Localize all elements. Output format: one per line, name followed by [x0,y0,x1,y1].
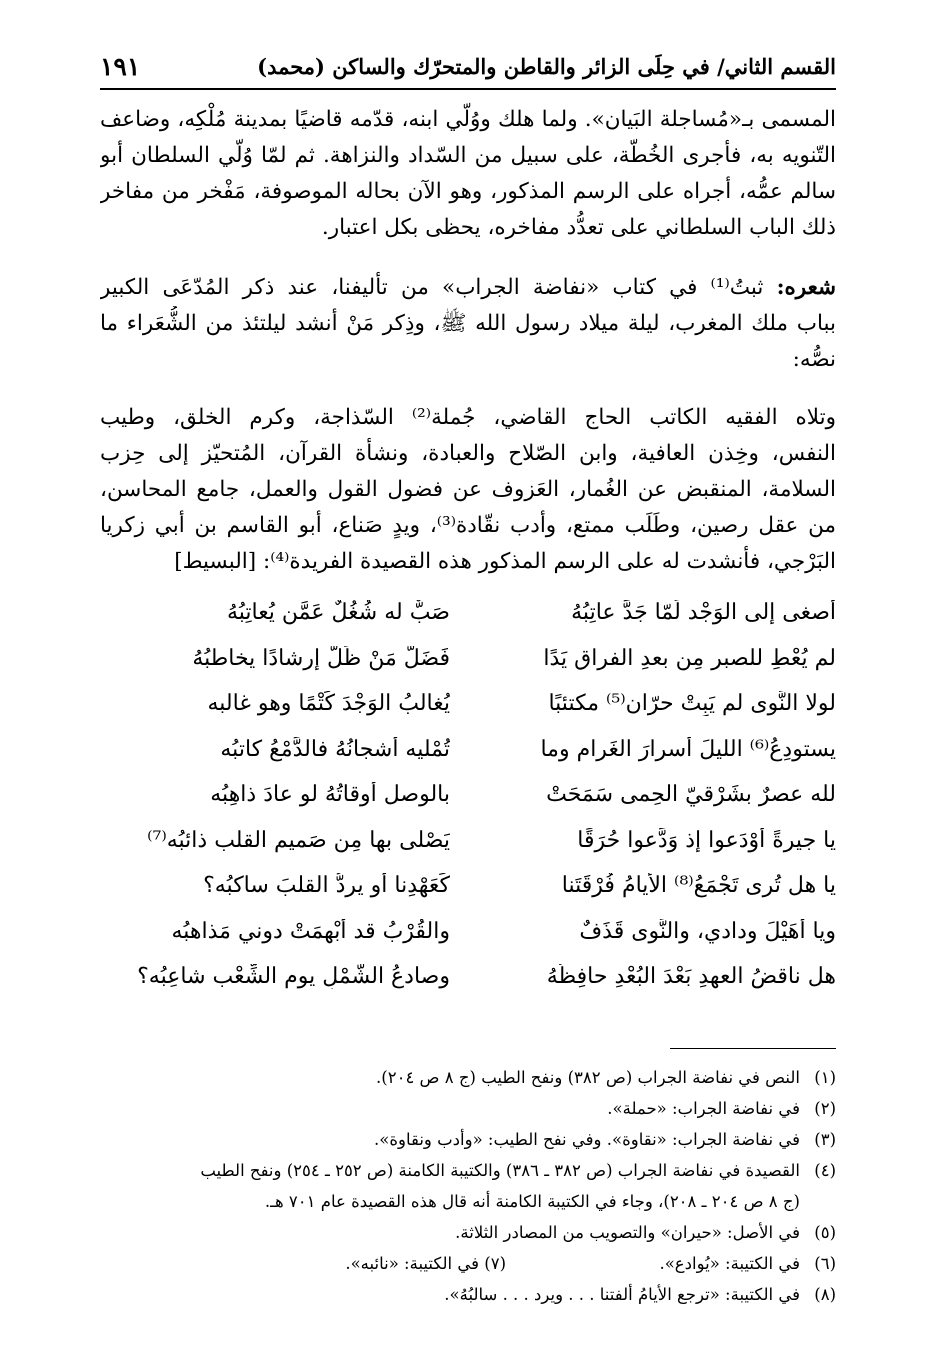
text-line: السلامة، المنقبض عن الغُمار، العَزوف عن فضول القول والعمل، جامع المحاسن، [100,477,836,502]
paragraph-2 [100,270,836,378]
text-line: المسمى بـ«مُساجلة البَيان». ولما هلك ووُلّي ابنه، قدّمه قاضيًا بمدينة مُلْكِه، وضاعف [100,107,836,132]
paragraph-3 [100,400,836,580]
poem-verse [100,737,836,783]
page-number: ١٩١ [100,52,141,81]
verse-second-hemistich: وصادعُ الشَّمْلِ يوم الشِّعْب شاعِبُه؟ [137,964,450,989]
footnote-text: في الكتيبة: «يُوادع». [659,1254,800,1273]
verse-first-hemistich: يا هل تُرى تَجْمَعُ⁽⁸⁾ الأيامُ فُرْقَتَنا [561,873,836,898]
text-line: سالم عمُّه، أجراه على الرسم المذكور، وهو الآن بحاله الموصوفة، مَفْخر من مفاخر [100,179,836,204]
footnote [100,1279,836,1310]
verse-second-hemistich: صَبٌّ له شُغُلٌ عَمَّن يُعاتِبُهُ [226,600,450,625]
verse-second-hemistich: تُمْليه أشجانُهُ فالدَّمْعُ كاتبُه [220,736,450,762]
footnote-text: القصيدة في نفاضة الجراب (ص ٣٨٢ ـ ٣٨٦) والكتيبة الكامنة (ص ٢٥٢ ـ ٢٥٤) ونفح الطيب [200,1161,800,1180]
verse-first-hemistich: يستودِعُ⁽⁶⁾ الليلَ أسرارَ الغَرام وما [540,736,836,762]
footnote-text: في نفاضة الجراب: «نقاوة». وفي نفح الطيب: «وأدب ونقاوة». [374,1130,800,1149]
verse-first-hemistich: لم يُعْطِ للصبرِ مِن بعدِ الفراق يَدًا [543,645,836,671]
verse-second-hemistich: يُغالبُ الوَجْدَ كَتْمًا وهو غالبه [207,691,450,716]
footnote-number: (٣) [814,1130,836,1149]
footnote-text: في الكتيبة: «ترجع الأيامُ ألفتنا . . . ويرد . . . سالبُهُ». [444,1285,800,1304]
verse-second-hemistich: فَضَلَّ مَنْ ظَلَّ إرشادًا يخاطبُهُ [192,645,450,671]
poem-verse [100,691,836,737]
footnote-text: في الكتيبة: «نائبه». [345,1254,479,1273]
footnote [100,1093,836,1124]
verse-first-hemistich: يا جيرةً أوْدَعوا إذ وَدَّعوا حُرَقًا [577,827,836,853]
text-line: من عقل رصين، وطَلَب ممتع، وأدب نقّادة⁽³⁾، ويدٍ صَناع، أبو القاسم بن أبي زكريا [100,513,836,538]
footnotes [100,1062,836,1310]
poem-verse [100,646,836,692]
footnote [100,1155,836,1217]
text-span: ثبتُ⁽¹⁾ في كتاب «نفاضة الجراب» من تأليفنا، عند ذكر المُدّعَى الكبير [100,275,764,300]
footnote-number: (٦) [814,1254,836,1273]
running-header [100,44,836,92]
footnote [100,1124,836,1155]
poem-verse [100,873,836,919]
text-line: النفس، وخِذن العافية، وابن الصّلاح والعبادة، ونشأة القرآن، المُتحيّز إلى حِزب [100,441,836,466]
text-line [100,270,836,306]
poem-verse [100,828,836,874]
text-line: التّنويه به، فأجرى الخُطّة، على سبيل من السّداد والنزاهة. ثم لمّا وُلّي السلطان أبو [100,143,836,168]
header-title: القسم الثاني/ في حِلَى الزائر والقاطن والمتحرّك والساكن (محمد) [257,54,836,79]
verse-first-hemistich: لله عصرٌ بشَرْقيّ الحِمى سَمَحَتْ [546,782,836,807]
verse-second-hemistich: بالوصل أوقاتُهُ لو عادَ ذاهِبُه [210,782,450,807]
verse-first-hemistich: لولا النَّوى لم يَبِتْ حرّان⁽⁵⁾ مكتئبًا [548,691,836,716]
footnote-text: (ج ٨ ص ٢٠٤ ـ ٢٠٨)، وجاء في الكتيبة الكامنة أنه قال هذه القصيدة عام ٧٠١ هـ. [264,1192,800,1211]
footnote-number: (٨) [814,1285,836,1304]
poem-verse [100,964,836,1010]
footnote-text: في نفاضة الجراب: «حملة». [607,1099,800,1118]
poetry-label: شعره: [776,275,836,300]
poem-verse [100,919,836,965]
verse-first-hemistich: أصغى إلى الوَجْد لَمّا جَدَّ عاتِبُهُ [571,600,836,625]
verse-second-hemistich: والقُرْبُ قد أُبْهِمَتْ دوني مَذاهبُه [171,918,450,944]
text-line: البَرْجي، فأنشدت له على الرسم المذكور هذه القصيدة الفريدة⁽⁴⁾: [البسيط] [174,549,836,574]
verse-second-hemistich: كَعَهْدِنا أو يردُّ القلبَ ساكبُه؟ [203,873,450,898]
header-rule [100,88,836,90]
footnote-number: (٥) [814,1223,836,1242]
text-line: نصُّه: [792,347,836,372]
footnote-inline [345,1248,506,1279]
footnote [100,1062,836,1093]
verse-second-hemistich: يَصْلى بها مِن صَميم القلب ذائبُه⁽⁷⁾ [147,827,450,853]
poem-verse [100,782,836,828]
footnote-pair [100,1248,836,1279]
text-line: وتلاه الفقيه الكاتب الحاج القاضي، جُملة⁽²⁾ السّذاجة، وكرم الخلق، وطيب [100,405,836,430]
text-line: ذلك الباب السلطاني على تعدُّد مفاخره، يحظى بكل اعتبار. [321,215,836,240]
verse-first-hemistich: هل ناقضُ العهدِ بَعْدَ البُعْدِ حافِظُهُ [546,964,836,989]
footnote [100,1217,836,1248]
text-line: بباب ملك المغرب، ليلة ميلاد رسول الله ﷺ، وذِكر مَنْ أنشد ليلتئذ من الشُّعَراء ما [100,311,836,336]
footnote-number: (٢) [814,1099,836,1118]
footnote-rule [670,1048,836,1049]
paragraph-1 [100,102,836,246]
footnote-text: النص في نفاضة الجراب (ص ٣٨٢) ونفح الطيب (ج ٨ ص ٢٠٤). [376,1068,800,1087]
poem [100,600,836,1010]
footnote-number: (٤) [814,1161,836,1180]
poem-verse [100,600,836,646]
footnote-text: في الأصل: «حيران» والتصويب من المصادر الثلاثة. [455,1223,800,1242]
footnote-number: (١) [814,1068,836,1087]
footnote-number: (٧) [484,1254,506,1273]
verse-first-hemistich: ويا أُهَيْلَ وِدادي، والنَّوى قَذَفٌ [579,918,836,944]
